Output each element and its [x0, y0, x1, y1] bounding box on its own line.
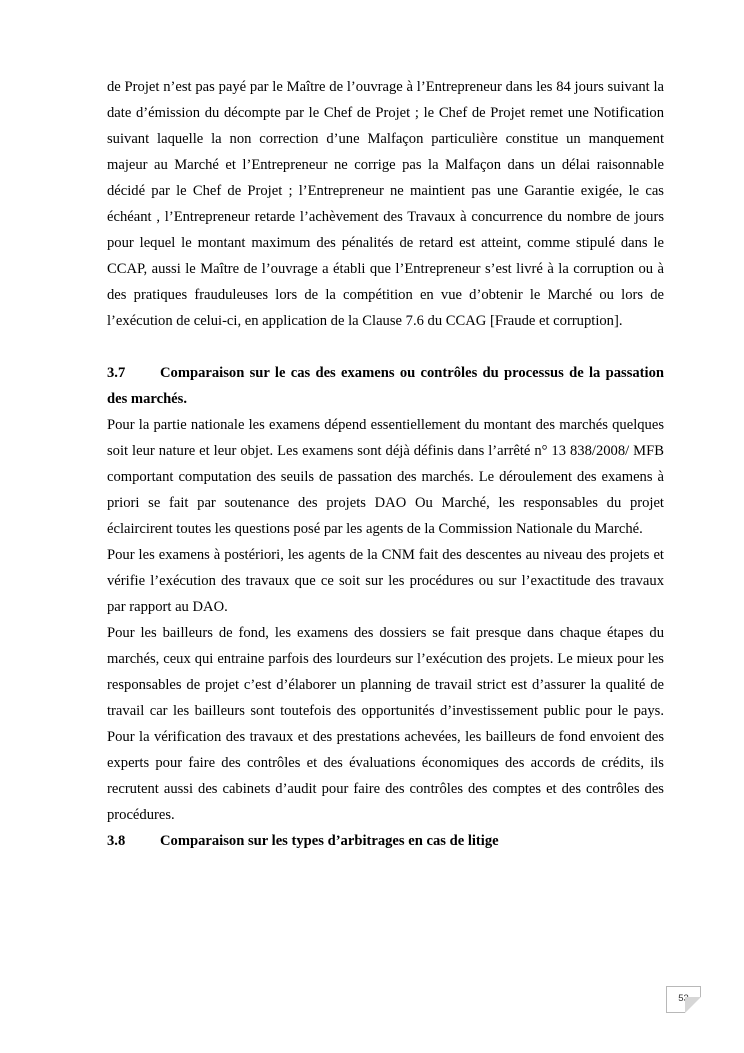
section-number: 3.8: [107, 833, 126, 849]
section-title: Comparaison sur le cas des examens ou contrôles du processus de la passation des marchés.: [107, 365, 664, 407]
section-heading-3-8: [107, 828, 664, 854]
section-3-7-paragraph-1: Pour la partie nationale les examens dépend essentiellement du montant des marchés quelques soit leur nature et leur objet. Les examens sont déjà définis dans l’arrêté n° 13 838/2008/ MFB comportant computation des seuils de passation des marchés. Le déroulement des examens à priori se fait par soutenance des projets DAO Ou Marché, les responsables du projet éclaircirent toutes les questions posé par les agents de la Commission Nationale du Marché.: [107, 417, 664, 537]
paragraph-spacer: [107, 334, 664, 360]
section-3-7-paragraph-2: Pour les examens à postériori, les agents de la CNM fait des descentes au niveau des projets et vérifie l’exécution des travaux que ce soit sur les procédures ou sur l’exactitude des travaux par rapport au DAO.: [107, 547, 664, 615]
intro-paragraph: de Projet n’est pas payé par le Maître de l’ouvrage à l’Entrepreneur dans les 84 jours suivant la date d’émission du décompte par le Chef de Projet ; le Chef de Projet remet une Notification suivant laquelle la non correction d’une Malfaçon particulière constitue un manquement majeur au Marché et l’Entrepreneur ne corrige pas la Malfaçon dans un délai raisonnable décidé par le Chef de Projet ; l’Entrepreneur ne maintient pas une Garantie exigée, le cas échéant , l’Entrepreneur retarde l’achèvement des Travaux à concurrence du nombre de jours pour lequel le montant maximum des pénalités de retard est atteint, comme stipulé dans le CCAP, aussi le Maître de l’ouvrage a établi que l’Entrepreneur s’est livré à la corruption ou à des pratiques frauduleuses lors de la compétition en vue d’obtenir le Marché ou lors de l’exécution de celui-ci, en application de la Clause 7.6 du CCAG [Fraude et corruption].: [107, 79, 664, 329]
section-number: 3.7: [107, 365, 126, 381]
section-title: Comparaison sur les types d’arbitrages en cas de litige: [160, 833, 499, 849]
document-body: [107, 74, 664, 854]
section-3-7-paragraph-3: Pour les bailleurs de fond, les examens des dossiers se fait presque dans chaque étapes du marchés, ceux qui entraine parfois des lourdeurs sur l’exécution des projets. Le mieux pour les responsables de projet c’est d’élaborer un planning de travail strict est d’assurer la qualité de travail car les bailleurs sont toutefois des opportunités d’investissement public pour le pays. Pour la vérification des travaux et des prestations achevées, les bailleurs de fond envoient des experts pour faire des contrôles et des évaluations économiques des accords de crédits, ils recrutent aussi des cabinets d’audit pour faire des contrôles des comptes et des contrôles des procédures.: [107, 625, 664, 823]
page-number: 53: [666, 986, 701, 1013]
section-heading-3-7: [107, 360, 664, 412]
